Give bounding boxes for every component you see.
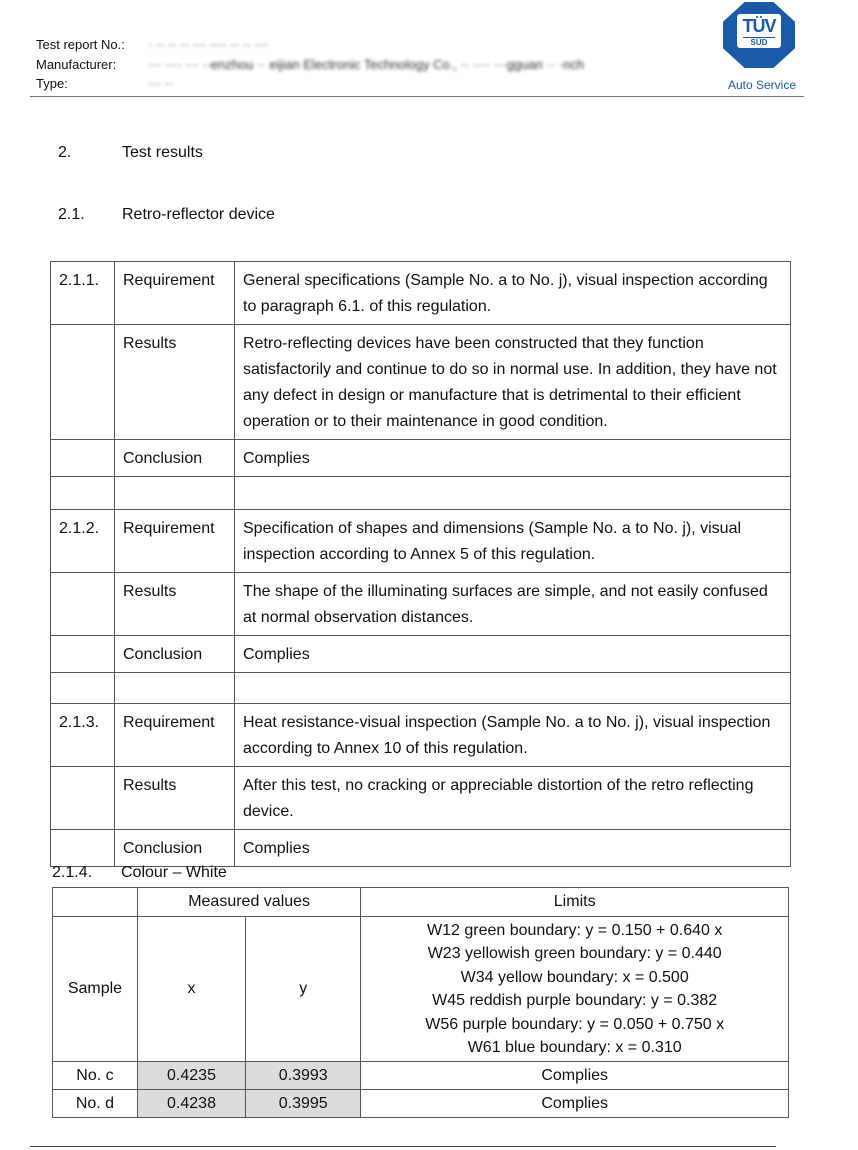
check-number: 2.1.1. (51, 262, 115, 325)
results-text: After this test, no cracking or appreciable distortion of the retro reflecting device. (235, 767, 791, 830)
table-row (53, 917, 789, 1062)
results-text: Retro-reflecting devices have been constructed that they function satisfactorily and continue to do so in normal use. In addition, they have not any defect in design or manufacture that is detrimental to their efficient operation or to their maintenance in good condition. (235, 325, 791, 440)
table-row (51, 830, 791, 867)
check-number: 2.1.3. (51, 704, 115, 767)
table-row (51, 440, 791, 477)
empty-cell (51, 325, 115, 440)
table-row (51, 325, 791, 440)
report-no-value: · ·· ·· ·· ··· ···· ·· ·· ··· (148, 37, 268, 52)
limit-line: W56 purple boundary: y = 0.050 + 0.750 x (425, 1015, 725, 1033)
manufacturer-value: ··· ···· ··· ··enzhou ·· eijian Electronic Technology Co., ·· ···· ···gguan ·· ·nch (148, 57, 585, 72)
requirement-text: General specifications (Sample No. a to No. j), visual inspection according to paragraph 6.1. of this regulation. (235, 262, 791, 325)
subsection-number: 2.1. (58, 206, 85, 223)
limit-line: W12 green boundary: y = 0.150 + 0.640 x (427, 922, 723, 939)
result-cell: Complies (361, 1090, 789, 1118)
spacer-row (51, 673, 791, 704)
check-number: 2.1.2. (51, 510, 115, 573)
colour-number: 2.1.4. (52, 864, 93, 881)
logo-caption: Auto Service (727, 78, 797, 92)
sample-cell: No. c (53, 1062, 138, 1090)
section-heading (58, 144, 203, 162)
empty-cell (51, 440, 115, 477)
conclusion-text: Complies (235, 636, 791, 673)
y-value: 0.3993 (246, 1062, 361, 1090)
limit-line: W34 yellow boundary: x = 0.500 (460, 968, 689, 986)
header-type (36, 76, 173, 91)
empty-cell (51, 636, 115, 673)
table-row (51, 636, 791, 673)
row-label: Requirement (115, 704, 235, 767)
inspection-table (50, 261, 791, 867)
table-row (53, 1090, 789, 1118)
spacer-row (51, 477, 791, 510)
result-cell: Complies (361, 1062, 789, 1090)
tuv-sud-logo (720, 0, 800, 92)
measured-header: Measured values (137, 888, 360, 917)
logo-tuv-text: TÜV (742, 16, 776, 36)
sample-cell: No. d (53, 1090, 138, 1118)
row-label: Requirement (115, 510, 235, 573)
requirement-text: Specification of shapes and dimensions (Sample No. a to No. j), visual inspection according to Annex 5 of this regulation. (235, 510, 791, 573)
table-row (51, 767, 791, 830)
sample-header: Sample (53, 917, 138, 1062)
row-label: Conclusion (115, 440, 235, 477)
manufacturer-label: Manufacturer: (36, 57, 117, 72)
type-value: ··· ·· (148, 76, 174, 91)
table-row (51, 510, 791, 573)
limits-header: Limits (361, 888, 789, 917)
conclusion-text: Complies (235, 440, 791, 477)
type-label: Type: (36, 76, 68, 91)
footer-divider (30, 1146, 776, 1147)
empty-cell (51, 767, 115, 830)
row-label: Results (115, 325, 235, 440)
row-label: Results (115, 573, 235, 636)
table-row (51, 704, 791, 767)
limit-line: W23 yellowish green boundary: y = 0.440 (427, 945, 722, 963)
row-label: Conclusion (115, 636, 235, 673)
requirement-text: Heat resistance-visual inspection (Sample No. a to No. j), visual inspection according to Annex 10 of this regulation. (235, 704, 791, 767)
conclusion-text: Complies (235, 830, 791, 867)
row-label: Requirement (115, 262, 235, 325)
subsection-title: Retro-reflector device (122, 206, 275, 223)
colour-heading (52, 864, 227, 882)
table-row (51, 573, 791, 636)
results-text: The shape of the illuminating surfaces are simple, and not easily confused at normal observation distances. (235, 573, 791, 636)
table-row (51, 262, 791, 325)
row-label: Results (115, 767, 235, 830)
limit-line: W61 blue boundary: x = 0.310 (467, 1039, 682, 1057)
section-title: Test results (122, 144, 203, 161)
empty-cell (53, 888, 138, 917)
colour-table (52, 887, 789, 1118)
header-divider (30, 96, 804, 97)
report-no-label: Test report No.: (36, 37, 125, 52)
empty-cell (51, 830, 115, 867)
x-header: x (137, 917, 245, 1062)
table-row (53, 888, 789, 917)
empty-cell (51, 573, 115, 636)
header-report-no (36, 37, 268, 52)
logo-sud-text: SÜD (743, 37, 775, 47)
row-label: Conclusion (115, 830, 235, 867)
x-value: 0.4235 (137, 1062, 245, 1090)
subsection-heading (58, 206, 275, 224)
y-header: y (246, 917, 361, 1062)
y-value: 0.3995 (246, 1090, 361, 1118)
table-row (53, 1062, 789, 1090)
limit-line: W45 reddish purple boundary: y = 0.382 (432, 992, 718, 1010)
x-value: 0.4238 (137, 1090, 245, 1118)
section-number: 2. (58, 144, 72, 161)
colour-title: Colour – White (121, 864, 227, 881)
header-manufacturer (36, 57, 584, 72)
logo-mark (737, 14, 781, 48)
limits-cell (361, 917, 789, 1062)
